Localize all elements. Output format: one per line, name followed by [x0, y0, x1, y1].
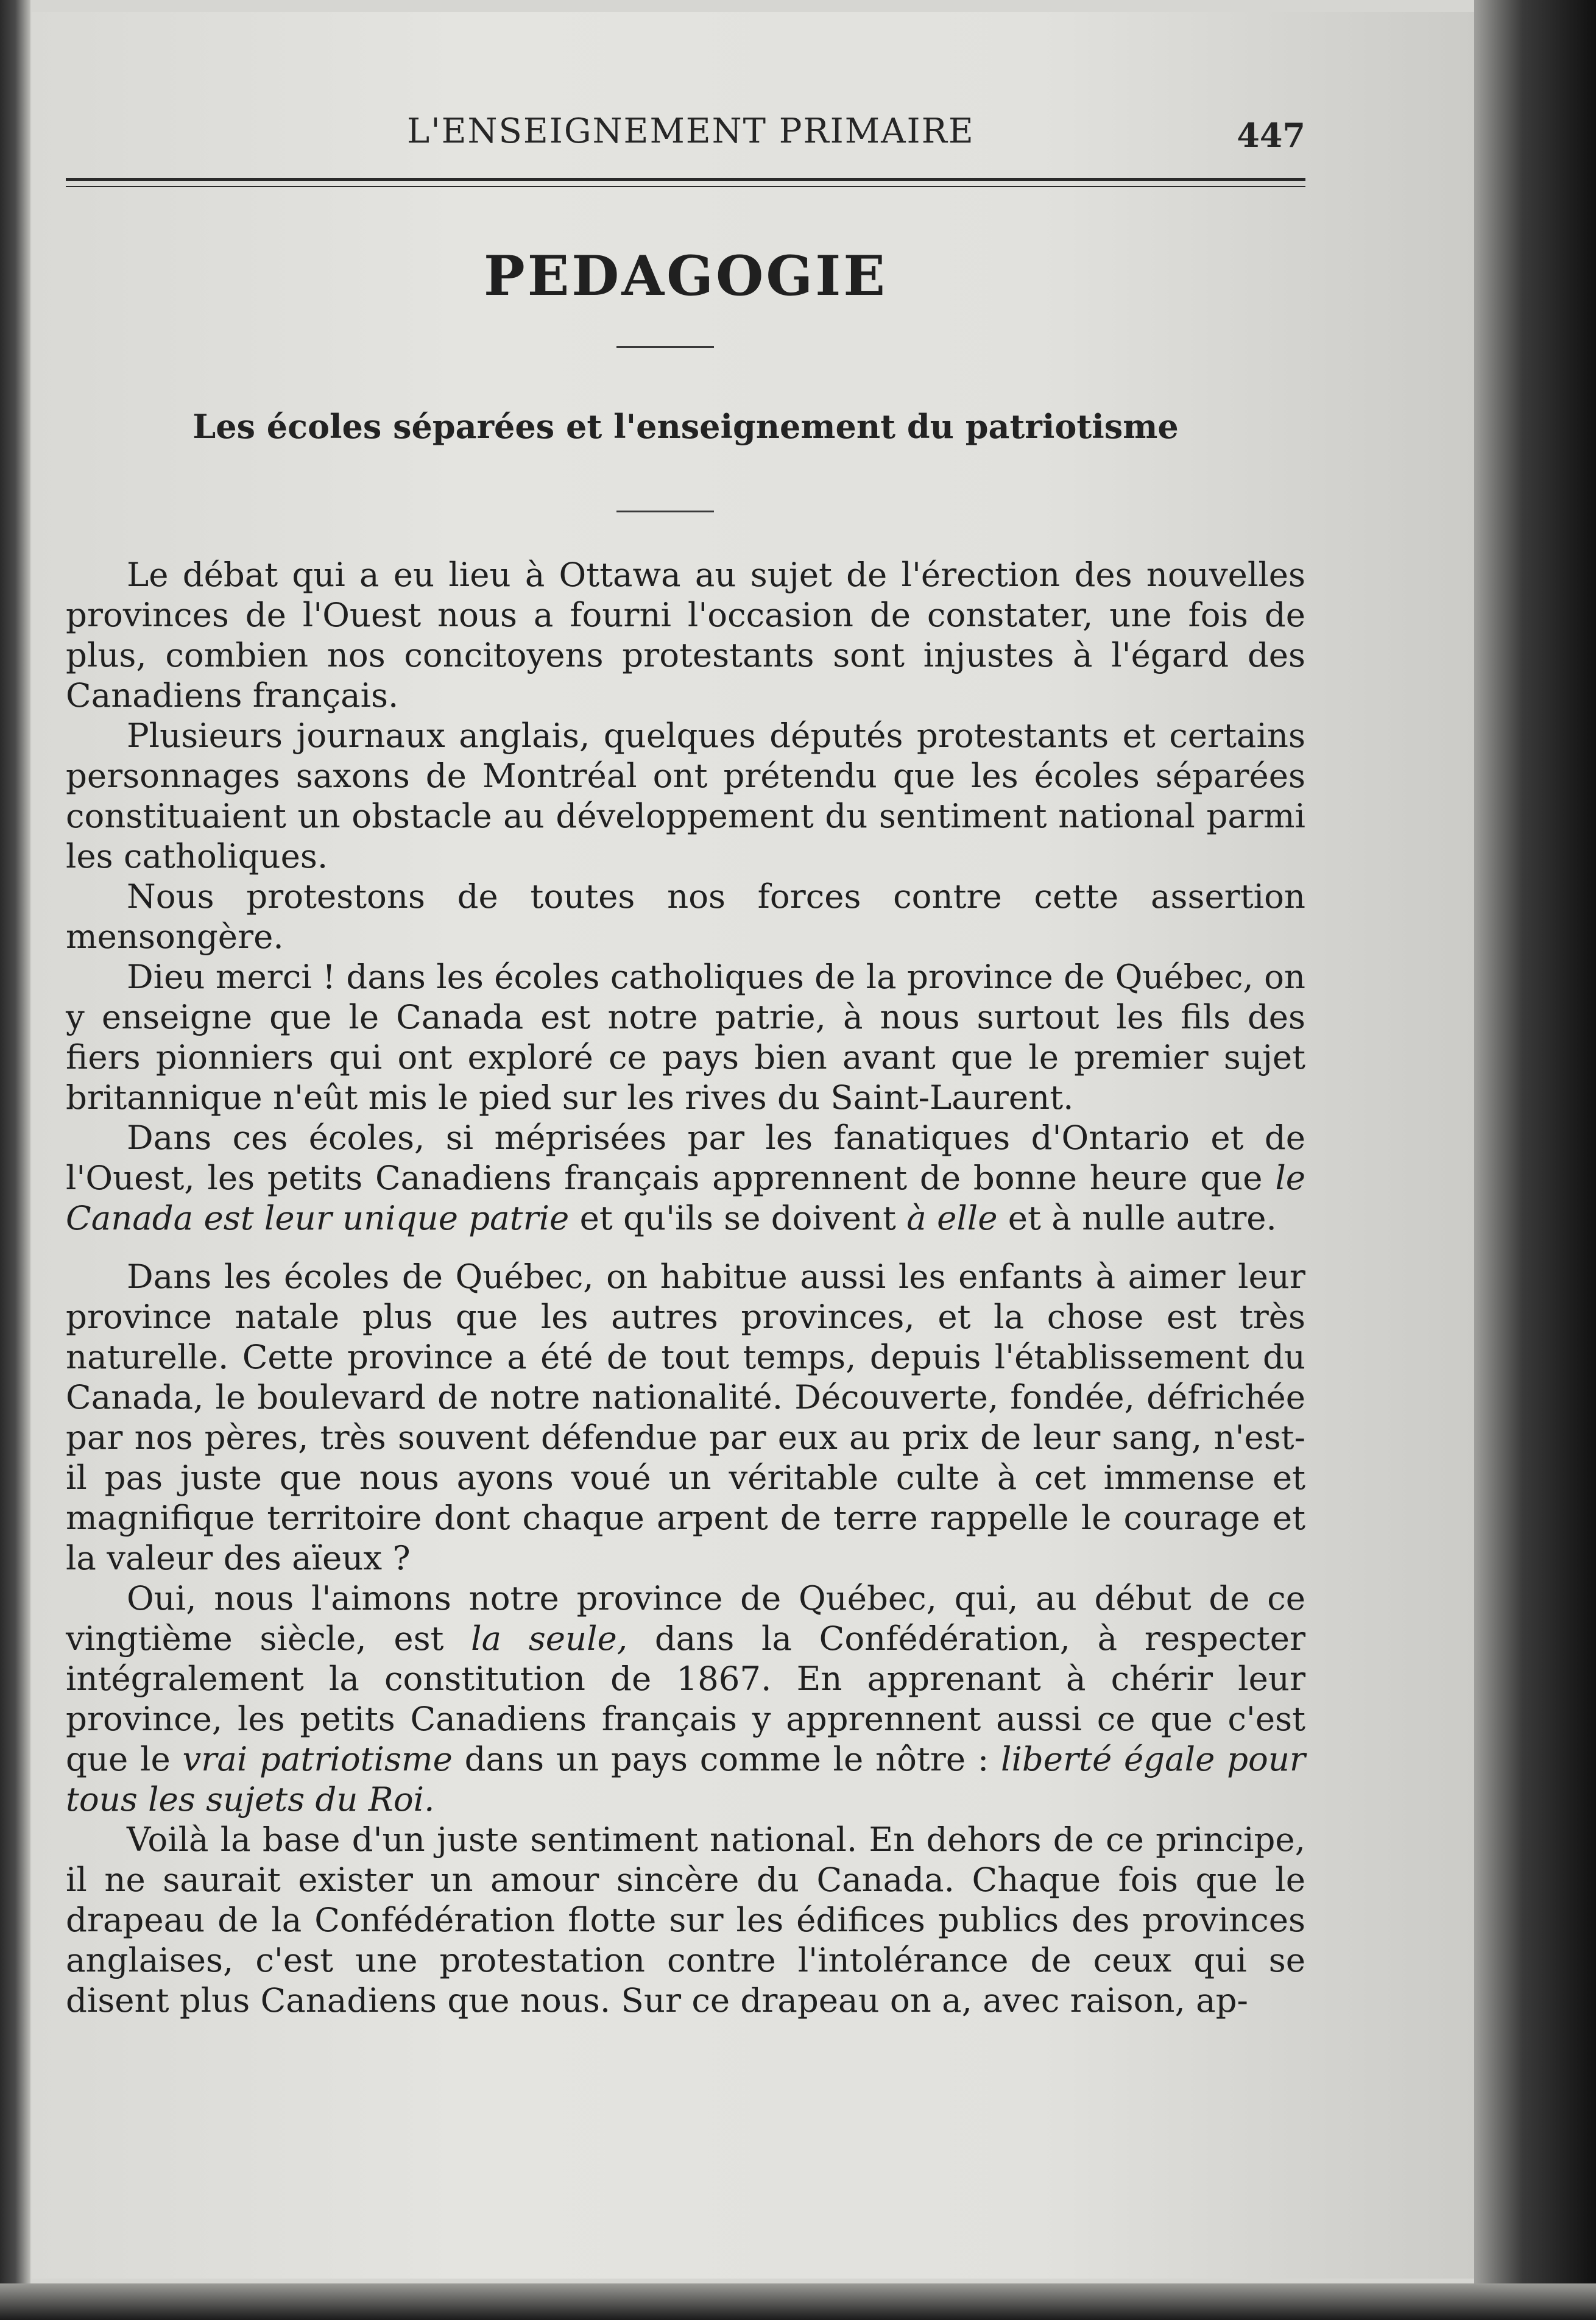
paragraph-text: dans la Confédération, à respecter intégralement la constitution de 1867. En apprenant à chérir leur province, les petits Canadiens français y apprennent aussi ce que c'est que le: [66, 1619, 1305, 1778]
italic-text: à elle: [906, 1198, 998, 1237]
paragraph: [66, 957, 1305, 1117]
paragraph: [66, 715, 1305, 876]
page-number: 447: [1237, 116, 1305, 155]
paragraph-text: Nous protestons de toutes nos forces contre cette assertion mensongère.: [66, 877, 1305, 956]
paragraph: [66, 1117, 1305, 1238]
paragraph-text: et qu'ils se doivent: [569, 1198, 907, 1237]
paragraph-text: Le débat qui a eu lieu à Ottawa au sujet de l'érection des nouvelles provinces de l'Ouest nous a fourni l'occasion de constater, une fois de plus, combien nos concitoyens protestants sont injustes à l'égard des Canadiens français.: [66, 555, 1305, 715]
binding-edge: [0, 0, 30, 2320]
paragraph-text: Dieu merci ! dans les écoles catholiques de la province de Québec, on y enseigne que le Canada est notre patrie, à nous surtout les fils des fiers pionniers qui ont exploré ce pays bien avant que le premier sujet britannique n'eût mis le pied sur les rives du Saint-Laurent.: [66, 957, 1305, 1117]
paragraph: [66, 876, 1305, 957]
page-header: [66, 101, 1305, 155]
title-divider: [616, 346, 714, 348]
italic-text: liberté égale pour tous les sujets du Roi.: [66, 1739, 1305, 1819]
gutter-shadow: [1474, 0, 1596, 2320]
italic-text: le Canada est leur unique patrie: [66, 1158, 1305, 1237]
paragraph-text: Dans ces écoles, si méprisées par les fanatiques d'Ontario et de l'Ouest, les petits Canadiens français apprennent de bonne heure que: [66, 1118, 1305, 1197]
header-rule-thin: [66, 186, 1305, 187]
paragraph-text: et à nulle autre.: [997, 1198, 1277, 1237]
paragraph: [66, 1256, 1305, 1578]
paragraph: [66, 1819, 1305, 2020]
paragraph-text: Voilà la base d'un juste sentiment national. En dehors de ce principe, il ne saurait exister un amour sincère du Canada. Chaque fois que le drapeau de la Confédération flotte sur les édifices publics des provinces anglaises, c'est une protestation contre l'intolérance de ceux qui se disent plus Canadiens que nous. Sur ce drapeau on a, avec raison, ap-: [66, 1820, 1305, 2020]
article-body: [66, 554, 1305, 2020]
running-head: L'ENSEIGNEMENT PRIMAIRE: [407, 111, 975, 151]
bottom-shadow: [0, 2283, 1596, 2320]
subtitle-divider: [616, 511, 714, 512]
header-rule-thick: [66, 178, 1305, 181]
paragraph-text: Plusieurs journaux anglais, quelques députés protestants et certains personnages saxons de Montréal ont prétendu que les écoles séparées constituaient un obstacle au développement du sentiment national parmi les catholiques.: [66, 716, 1305, 875]
paragraph: [66, 554, 1305, 715]
paragraph-text: Oui, nous l'aimons notre province de Québec, qui, au début de ce vingtième siècle, est: [66, 1579, 1305, 1658]
section-title: PEDAGOGIE: [484, 244, 888, 308]
italic-text: la seule,: [471, 1619, 628, 1658]
paragraph: [66, 1578, 1305, 1819]
italic-text: vrai patriotisme: [182, 1739, 453, 1778]
paragraph-text: Dans les écoles de Québec, on habitue aussi les enfants à aimer leur province natale plus que les autres provinces, et la chose est très naturelle. Cette province a été de tout temps, depuis l'établissement du Canada, le boulevard de notre nationalité. Découverte, fondée, défrichée par nos pères, très souvent défendue par eux au prix de leur sang, n'est-il pas juste que nous ayons voué un véritable culte à cet immense et magnifique territoire dont chaque arpent de terre rappelle le courage et la valeur des aïeux ?: [66, 1257, 1305, 1577]
article-title: Les écoles séparées et l'enseignement du patriotisme: [192, 407, 1179, 446]
paragraph-text: dans un pays comme le nôtre :: [452, 1739, 1001, 1778]
